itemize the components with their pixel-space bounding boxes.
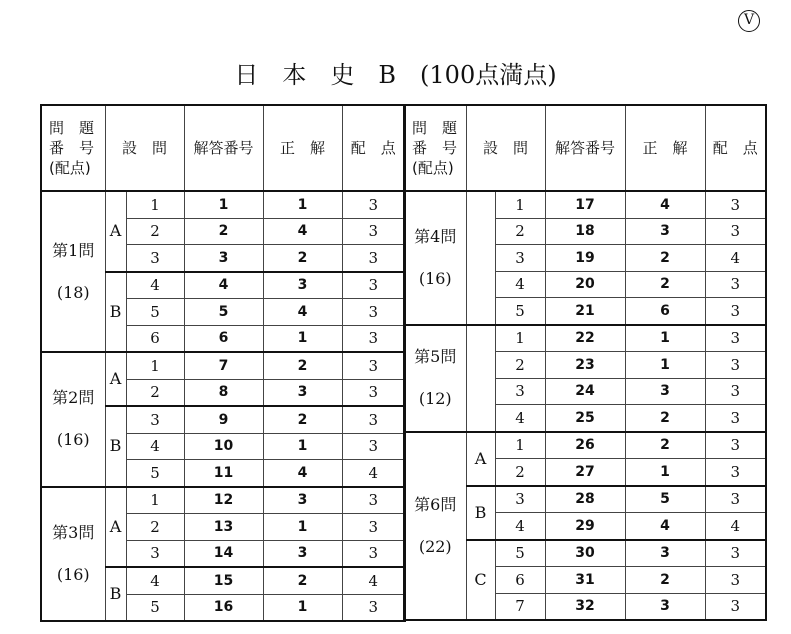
subquestion-cell: 5	[126, 460, 184, 487]
points-cell: 3	[342, 379, 405, 406]
points-cell: 3	[705, 378, 766, 405]
part-label: B	[466, 486, 495, 540]
answer-number-cell: 24	[545, 378, 625, 405]
correct-answer-cell: 4	[263, 299, 342, 326]
correct-answer-cell: 2	[625, 245, 705, 272]
correct-answer-cell: 2	[625, 567, 705, 594]
answer-number-cell: 4	[184, 272, 263, 299]
table-row	[404, 191, 766, 218]
table-row	[41, 487, 405, 514]
header-question-line: 番 号	[412, 139, 458, 157]
answer-number-cell: 2	[184, 218, 263, 245]
subquestion-cell: 2	[126, 379, 184, 406]
points-cell: 3	[705, 593, 766, 620]
correct-answer-cell: 4	[263, 460, 342, 487]
subquestion-cell: 1	[495, 191, 545, 218]
header-question-line: (配点)	[49, 159, 91, 177]
subquestion-cell: 5	[495, 298, 545, 325]
correct-answer-cell: 3	[263, 540, 342, 567]
points-cell: 3	[705, 540, 766, 567]
answer-number-cell: 21	[545, 298, 625, 325]
header-question-line: 問 題	[49, 119, 95, 137]
correct-answer-cell: 1	[625, 352, 705, 379]
question-total: (12)	[418, 389, 452, 408]
answer-table-right	[403, 104, 767, 621]
answer-number-cell: 8	[184, 379, 263, 406]
subquestion-cell: 5	[495, 540, 545, 567]
correct-answer-cell: 2	[625, 271, 705, 298]
subquestion-cell: 3	[126, 406, 184, 433]
correct-answer-cell: 1	[625, 459, 705, 486]
answer-number-cell: 30	[545, 540, 625, 567]
question-number	[404, 191, 466, 325]
correct-answer-cell: 2	[263, 245, 342, 272]
part-label: A	[105, 191, 126, 272]
subquestion-cell: 5	[126, 299, 184, 326]
points-cell: 3	[705, 325, 766, 352]
correct-answer-cell: 1	[263, 433, 342, 460]
points-cell: 3	[705, 567, 766, 594]
subquestion-cell: 2	[126, 514, 184, 541]
answer-number-cell: 12	[184, 487, 263, 514]
correct-answer-cell: 3	[625, 593, 705, 620]
header-points: 配 点	[705, 105, 766, 191]
subquestion-cell: 2	[495, 218, 545, 245]
question-number	[41, 191, 105, 352]
points-cell: 3	[342, 594, 405, 621]
answer-number-cell: 7	[184, 352, 263, 379]
header-answer-number: 解答番号	[545, 105, 625, 191]
answer-number-cell: 3	[184, 245, 263, 272]
header-question-line: 問 題	[412, 119, 458, 137]
answer-number-cell: 11	[184, 460, 263, 487]
part-label: B	[105, 567, 126, 621]
header-subquestion: 設 問	[105, 105, 184, 191]
correct-answer-cell: 1	[263, 514, 342, 541]
points-cell: 4	[705, 245, 766, 272]
subquestion-cell: 6	[126, 325, 184, 352]
question-number	[41, 352, 105, 487]
points-cell: 3	[342, 514, 405, 541]
points-cell: 3	[342, 245, 405, 272]
part-label	[466, 325, 495, 432]
header-answer-number: 解答番号	[184, 105, 263, 191]
answer-number-cell: 32	[545, 593, 625, 620]
subquestion-cell: 1	[495, 325, 545, 352]
points-cell: 4	[342, 460, 405, 487]
part-label: B	[105, 272, 126, 353]
answer-number-cell: 19	[545, 245, 625, 272]
correct-answer-cell: 4	[625, 191, 705, 218]
question-total: (22)	[418, 536, 452, 556]
question-total: (16)	[56, 564, 90, 584]
part-label: B	[105, 406, 126, 487]
answer-number-cell: 1	[184, 191, 263, 218]
question-total: (18)	[56, 282, 90, 302]
question-number	[41, 487, 105, 622]
subquestion-cell: 3	[495, 378, 545, 405]
header-question-line: (配点)	[412, 159, 454, 177]
header-question-number	[41, 105, 105, 191]
correct-answer-cell: 1	[263, 594, 342, 621]
correct-answer-cell: 1	[263, 191, 342, 218]
part-label	[466, 191, 495, 325]
points-cell: 3	[342, 272, 405, 299]
points-cell: 3	[342, 406, 405, 433]
question-name: 第4問	[414, 226, 457, 246]
header-correct: 正 解	[625, 105, 705, 191]
correct-answer-cell: 2	[625, 405, 705, 432]
answer-number-cell: 5	[184, 299, 263, 326]
answer-number-cell: 22	[545, 325, 625, 352]
points-cell: 3	[342, 433, 405, 460]
subquestion-cell: 6	[495, 567, 545, 594]
correct-answer-cell: 3	[263, 272, 342, 299]
subquestion-cell: 5	[126, 594, 184, 621]
answer-number-cell: 26	[545, 432, 625, 459]
subquestion-cell: 1	[126, 191, 184, 218]
answer-number-cell: 25	[545, 405, 625, 432]
subquestion-cell: 7	[495, 593, 545, 620]
answer-number-cell: 20	[545, 271, 625, 298]
answer-number-cell: 17	[545, 191, 625, 218]
header-subquestion: 設 問	[466, 105, 545, 191]
correct-answer-cell: 2	[263, 567, 342, 594]
points-cell: 3	[342, 218, 405, 245]
correct-answer-cell: 3	[263, 487, 342, 514]
question-number	[404, 432, 466, 621]
points-cell: 4	[705, 513, 766, 540]
correct-answer-cell: 3	[625, 218, 705, 245]
table-row	[41, 352, 405, 379]
subquestion-cell: 4	[495, 271, 545, 298]
points-cell: 3	[705, 486, 766, 513]
subquestion-cell: 1	[495, 432, 545, 459]
header-question-number	[404, 105, 466, 191]
subquestion-cell: 3	[126, 540, 184, 567]
question-name: 第5問	[414, 347, 457, 366]
header-question-line: 番 号	[49, 139, 95, 157]
question-name: 第1問	[52, 240, 95, 260]
subquestion-cell: 2	[495, 352, 545, 379]
points-cell: 3	[342, 352, 405, 379]
points-cell: 3	[342, 325, 405, 352]
question-name: 第6問	[414, 494, 457, 514]
section-mark: V	[738, 10, 760, 32]
header-points: 配 点	[342, 105, 405, 191]
correct-answer-cell: 4	[263, 218, 342, 245]
correct-answer-cell: 3	[625, 378, 705, 405]
points-cell: 3	[705, 405, 766, 432]
subquestion-cell: 1	[126, 487, 184, 514]
answer-number-cell: 15	[184, 567, 263, 594]
correct-answer-cell: 1	[625, 325, 705, 352]
subquestion-cell: 4	[126, 567, 184, 594]
points-cell: 3	[705, 352, 766, 379]
table-row	[41, 191, 405, 218]
question-name: 第2問	[52, 388, 95, 408]
page-title: 日 本 史 B (100点満点)	[234, 61, 557, 89]
correct-answer-cell: 5	[625, 486, 705, 513]
answer-number-cell: 27	[545, 459, 625, 486]
correct-answer-cell: 2	[263, 406, 342, 433]
points-cell: 3	[705, 298, 766, 325]
answer-number-cell: 18	[545, 218, 625, 245]
table-row	[404, 432, 766, 459]
answer-number-cell: 14	[184, 540, 263, 567]
answer-number-cell: 31	[545, 567, 625, 594]
part-label: A	[466, 432, 495, 486]
subquestion-cell: 4	[495, 405, 545, 432]
part-label: C	[466, 540, 495, 621]
subquestion-cell: 4	[126, 433, 184, 460]
subquestion-cell: 4	[495, 513, 545, 540]
subquestion-cell: 2	[126, 218, 184, 245]
points-cell: 3	[705, 271, 766, 298]
correct-answer-cell: 6	[625, 298, 705, 325]
subquestion-cell: 3	[495, 245, 545, 272]
question-total: (16)	[56, 430, 90, 450]
subquestion-cell: 1	[126, 352, 184, 379]
correct-answer-cell: 1	[263, 325, 342, 352]
header-row	[41, 105, 405, 191]
points-cell: 3	[342, 191, 405, 218]
points-cell: 3	[705, 432, 766, 459]
points-cell: 3	[705, 218, 766, 245]
subquestion-cell: 2	[495, 459, 545, 486]
points-cell: 3	[342, 540, 405, 567]
answer-number-cell: 10	[184, 433, 263, 460]
answer-number-cell: 6	[184, 325, 263, 352]
points-cell: 4	[342, 567, 405, 594]
answer-number-cell: 29	[545, 513, 625, 540]
part-label: A	[105, 352, 126, 406]
correct-answer-cell: 2	[625, 432, 705, 459]
points-cell: 3	[705, 191, 766, 218]
answer-number-cell: 23	[545, 352, 625, 379]
correct-answer-cell: 3	[625, 540, 705, 567]
subquestion-cell: 3	[126, 245, 184, 272]
subquestion-cell: 3	[495, 486, 545, 513]
answer-number-cell: 28	[545, 486, 625, 513]
header-row	[404, 105, 766, 191]
answer-table-left	[40, 104, 406, 622]
points-cell: 3	[342, 487, 405, 514]
part-label: A	[105, 487, 126, 568]
table-row	[404, 325, 766, 352]
correct-answer-cell: 2	[263, 352, 342, 379]
points-cell: 3	[342, 299, 405, 326]
header-correct: 正 解	[263, 105, 342, 191]
subquestion-cell: 4	[126, 272, 184, 299]
answer-number-cell: 13	[184, 514, 263, 541]
question-name: 第3問	[52, 522, 95, 542]
points-cell: 3	[705, 459, 766, 486]
answer-number-cell: 9	[184, 406, 263, 433]
correct-answer-cell: 3	[263, 379, 342, 406]
question-number	[404, 325, 466, 432]
answer-number-cell: 16	[184, 594, 263, 621]
correct-answer-cell: 4	[625, 513, 705, 540]
question-total: (16)	[418, 268, 452, 288]
